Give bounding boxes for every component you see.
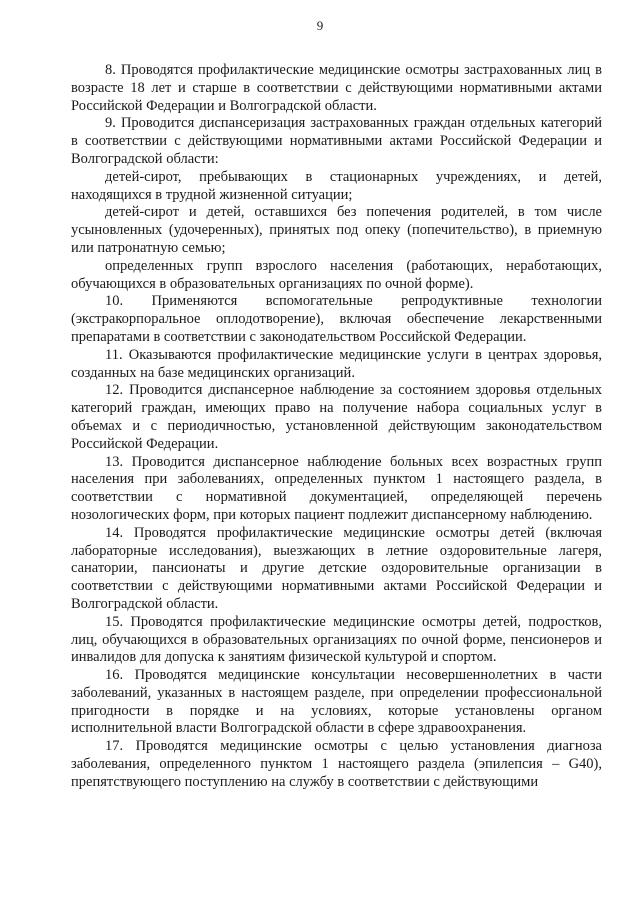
page-number: 9	[316, 18, 324, 33]
paragraph-item-16: 16. Проводятся медицинские консультации несовершеннолетних в части заболеваний, указанных в настоящем разделе, при определении профессиональной пригодности в порядке и на условиях, которые установлены органом исполнительной власти Волгоградской области в сфере здравоохранения.	[71, 667, 602, 737]
paragraph-item-12: 12. Проводится диспансерное наблюдение за состоянием здоровья отдельных категорий граждан, имеющих право на получение набора социальных услуг в объемах и с периодичностью, установленной действующим законодательством Российской Федерации.	[71, 382, 602, 452]
paragraph-item-15: 15. Проводятся профилактические медицинские осмотры детей, подростков, лиц, обучающихся в образовательных организациях по очной форме, пенсионеров и инвалидов для допуска к занятиям физической культурой и спортом.	[71, 613, 602, 666]
document-body	[71, 62, 602, 792]
paragraph-item-9: 9. Проводится диспансеризация застрахованных граждан отдельных категорий в соответствии с действующими нормативными актами Российской Федерации и Волгоградской области:	[71, 115, 602, 167]
paragraph-orphans: детей-сирот, пребывающих в стационарных учреждениях, и детей, находящихся в трудной жизненной ситуации;	[71, 168, 602, 203]
paragraph-orphans-adopted: детей-сирот и детей, оставшихся без попечения родителей, в том числе усыновленных (удочеренных), принятых под опеку (попечительство), в приемную или патронатную семью;	[71, 204, 602, 256]
paragraph-item-10: 10. Применяются вспомогательные репродуктивные технологии (экстракорпоральное оплодотворение), включая обеспечение лекарственными препаратами в соответствии с законодательством Российской Федерации.	[71, 293, 602, 345]
paragraph-item-14: 14. Проводятся профилактические медицинские осмотры детей (включая лабораторные исследования), выезжающих в летние оздоровительные лагеря, санатории, пансионаты и другие детские оздоровительные организации в соответствии с действующими нормативными актами Российской Федерации и Волгоградской области.	[71, 524, 602, 612]
paragraph-adult-groups: определенных групп взрослого населения (работающих, неработающих, обучающихся в образовательных организациях по очной форме).	[71, 257, 602, 292]
paragraph-item-8: 8. Проводятся профилактические медицинские осмотры застрахованных лиц в возрасте 18 лет и старше в соответствии с действующими нормативными актами Российской Федерации и Волгоградской области.	[71, 62, 602, 114]
paragraph-item-11: 11. Оказываются профилактические медицинские услуги в центрах здоровья, созданных на базе медицинских организаций.	[71, 346, 602, 381]
paragraph-item-13: 13. Проводится диспансерное наблюдение больных всех возрастных групп населения при заболеваниях, определенных пунктом 1 настоящего раздела, в соответствии с нормативной документацией, определяющей перечень нозологических форм, при которых пациент подлежит диспансерному наблюдению.	[71, 453, 602, 523]
paragraph-item-17: 17. Проводятся медицинские осмотры с целью установления диагноза заболевания, определенного пунктом 1 настоящего раздела (эпилепсия – G40), препятствующего поступлению на службу в соответствии с действующими	[71, 738, 602, 790]
